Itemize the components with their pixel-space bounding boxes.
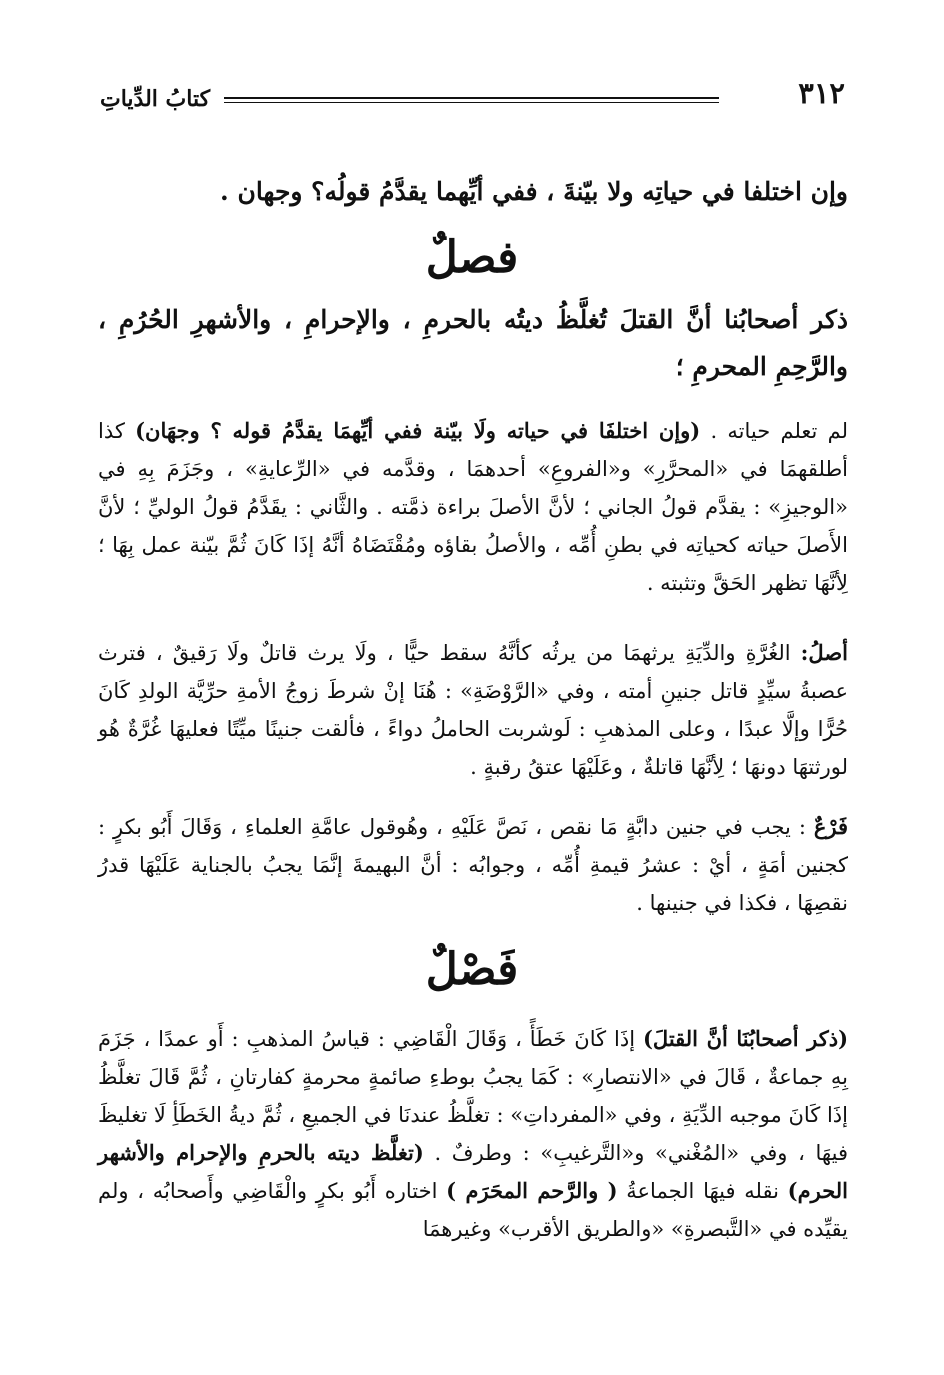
quoted-matn: (وإن اختلفَا في حياته ولَا بيّنة ففي أيِّهمَا يقدَّمُ قوله ؟ وجهَان) — [135, 418, 701, 443]
commentary-text: لم تعلم حياته . — [710, 419, 848, 443]
page-number: ٣١٢ — [798, 76, 845, 110]
paragraph-lead: أصلُ: — [800, 640, 848, 665]
matn-paragraph-top — [128, 168, 848, 215]
commentary-text: كذا أطلقهمَا في «المحرَّرِ» و«الفروعِ» أحدهمَا ، وقدَّمه في «الرِّعايةِ» ، وجَزَمَ بِهِ في «الوجيزِ» : يقدَّم قولُ الجاني ؛ لأنَّ الأصلَ براءة ذمَّته . والثَّاني : يقَدَّمُ قولُ الوليِّ ؛ لأنَّ الأَصلَ حياته كحياتِه في بطنِ أُمِّه ، والأصلُ بقاؤه ومُقْتَضَاهُ أنَّهُ إذَا كَانَ ثُمَّ بيّنة عمل بِهَا ؛ لِأنَّهَا تظهر الحَقَّ وتثبته . — [98, 419, 848, 595]
book-title: كتابُ الدِّياتِ — [100, 86, 211, 112]
commentary-paragraph-3 — [98, 808, 848, 922]
page-header — [100, 70, 845, 116]
quoted-matn: (تغلَّظ ديته بالحرمِ والإحرام والأشهر الحرم) — [98, 1140, 848, 1203]
commentary-text: نقله فيهَا الجماعةُ — [617, 1179, 788, 1203]
paragraph-lead: فَرْعٌ — [813, 814, 848, 839]
commentary-text: : يجب في جنين دابَّةٍ مَا نقص ، نَصَّ عَلَيْهِ ، وهُوقول عامَّةِ العلماءِ ، وَقَالَ أَبُو بكرٍ : كجنين أمَةٍ ، أيْ : عشرُ قيمةِ أُمِّه ، وجوابُه : أنَّ البهيمةَ إنَّمَا يجبُ بالجناية عَلَيْهَا قدرُ نقصِهَا ، فكذا في جنينها . — [98, 815, 848, 915]
matn-text: وإن اختلفا في حياتِه ولا بيّنةَ ، ففي أيِّهما يقدَّمُ قولُه؟ وجهان . — [220, 177, 848, 206]
header-rule — [224, 97, 719, 99]
matn-text: ذكر أصحابُنا أنَّ القتلَ تُغلَّظُ ديتُه بالحرمِ ، والإحرامِ ، والأشهرِ الحُرُمِ ، والرَّحِمِ المحرمِ ؛ — [98, 305, 848, 381]
quoted-matn: (ذكر أصحابُنَا أنَّ القتلَ) — [642, 1026, 849, 1051]
quoted-matn: ( والرَّحم المحَرَم ) — [446, 1178, 618, 1203]
commentary-text: اختاره أَبُو بكرٍ والْقَاضِي وأَصحابُه ، ولم يقيِّده في «التَّبصرةِ» «والطريق الأقرب» وغيرهمَا — [98, 1179, 848, 1241]
commentary-paragraph-4 — [98, 1020, 848, 1248]
commentary-paragraph-1 — [98, 412, 848, 602]
section-heading-2: فَصْلٌ — [425, 944, 519, 995]
matn-paragraph-fasl — [98, 296, 848, 390]
commentary-paragraph-2 — [98, 634, 848, 786]
commentary-text: إذَا كَانَ خَطَأً ، وَقَالَ الْقَاضِي : قياسُ المذهبِ : أَو عمدًا ، جَزَمَ بِهِ جماعةٌ ، قَالَ في «الانتصارِ» : كَمَا يجبُ بوطءِ صائمةٍ محرمةٍ كفارتانِ ، ثُمَّ قَالَ تغلَّظُ إذَا كَانَ موجبه الدِّيَةِ ، وفي «المفرداتِ» : تغلَّظُ عندنَا في الجميعِ ، ثُمَّ ديةُ الخَطَأِ لَا تغليظَ فيهَا ، وفي «المُغْني» و«التَّرغيبِ» : وطرفٌ . — [98, 1027, 848, 1165]
commentary-text: الغُرَّةِ والدِّيَةِ يرثهمَا من يرثُه كأنَّهُ سقط حيًّا ، ولَا يرث قاتلٌ ولَا رَقيقٌ ، فترث عصبةُ سيِّدٍ قاتل جنينِ أمته ، وفي «الرَّوْضَةِ» : هُنَا إنْ شرطَ زوجُ الأمةِ حرِّيَّة الولدِ كَانَ حُرًّا وإلَّا عبدًا ، وعلى المذهبِ : لَوشربت الحاملُ دواءً ، فألقت جنينًا ميِّتًا فعليهَا غُرَّةٌ هُو لورثتهَا دونهَا ؛ لِأنَّهَا قاتلةٌ ، وعَلَيْهَا عتقُ رقبةٍ . — [98, 641, 848, 779]
section-heading-1: فصلٌ — [425, 232, 519, 283]
